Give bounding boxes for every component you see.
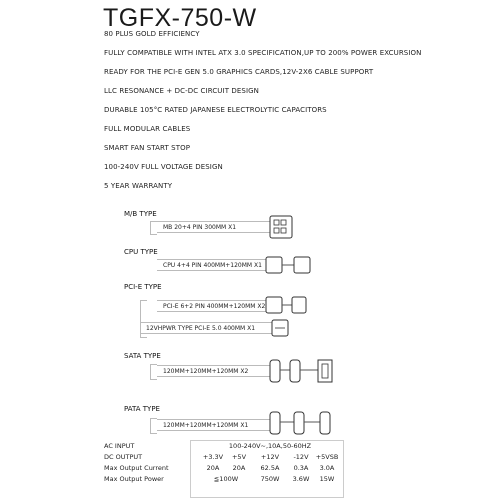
mb-cable-spec: MB 20+4 PIN 300MM X1 — [157, 221, 270, 233]
feature-item: SMART FAN START STOP — [104, 144, 191, 152]
feature-item: FULLY COMPATIBLE WITH INTEL ATX 3.0 SPECIFICATION,UP TO 200% POWER EXCURSION — [104, 49, 422, 57]
pata-type-label: PATA TYPE — [124, 405, 160, 413]
12vhpwr-connector-icon — [270, 318, 292, 338]
ac-input-label: AC INPUT — [104, 441, 135, 450]
feature-list — [104, 31, 421, 202]
cpu-connector-icon — [264, 255, 314, 275]
pata-cable-spec: 120MM+120MM+120MM X1 — [157, 419, 270, 431]
power-value: 15W — [319, 474, 335, 483]
current-value: 0.3A — [293, 463, 309, 472]
spec-table — [104, 440, 340, 484]
pcie-connector-icon — [264, 295, 310, 315]
power-value: 3.6W — [292, 474, 310, 483]
feature-item: 100-240V FULL VOLTAGE DESIGN — [104, 163, 223, 171]
power-value: ≦100W — [213, 474, 239, 483]
dc-output-label: DC OUTPUT — [104, 452, 143, 461]
sata-connector-icon — [268, 358, 338, 386]
sata-cable-bracket — [150, 364, 157, 380]
mb-connector-icon — [268, 214, 294, 240]
spec-row-dc-output — [104, 451, 340, 462]
feature-item: DURABLE 105°C RATED JAPANESE ELECTROLYTIC CAPACITORS — [104, 106, 327, 114]
current-value: 62.5A — [260, 463, 280, 472]
spec-row-power — [104, 473, 340, 484]
sata-type-label: SATA TYPE — [124, 352, 161, 360]
pcie-cable-spec: PCI-E 6+2 PIN 400MM+120MM X2 — [157, 300, 267, 312]
cpu-cable-spec: CPU 4+4 PIN 400MM+120MM X1 — [157, 259, 267, 271]
mb-type-label: M/B TYPE — [124, 210, 157, 218]
spec-row-current — [104, 462, 340, 473]
rail-value: +3.3V — [202, 452, 224, 461]
current-value: 3.0A — [319, 463, 335, 472]
current-value: 20A — [206, 463, 220, 472]
current-label: Max Output Current — [104, 463, 169, 472]
feature-item: LLC RESONANCE + DC-DC CIRCUIT DESIGN — [104, 87, 259, 95]
feature-item: FULL MODULAR CABLES — [104, 125, 191, 133]
rail-value: -12V — [293, 452, 309, 461]
power-value: 750W — [260, 474, 280, 483]
rail-value: +5VSB — [315, 452, 339, 461]
pcie-type-label: PCI-E TYPE — [124, 283, 162, 291]
pata-connector-icon — [268, 410, 344, 438]
ac-input-value: 100-240V~,10A,50-60HZ — [228, 441, 312, 450]
sata-cable-spec: 120MM+120MM+120MM X2 — [157, 365, 270, 377]
cpu-type-label: CPU TYPE — [124, 248, 158, 256]
power-label: Max Output Power — [104, 474, 164, 483]
pcie5-cable-spec: 12VHPWR TYPE PCI-E 5.0 400MM X1 — [140, 322, 272, 334]
feature-item: 5 YEAR WARRANTY — [104, 182, 173, 190]
current-value: 20A — [232, 463, 246, 472]
product-title: TGFX-750-W — [103, 4, 257, 32]
rail-value: +5V — [231, 452, 247, 461]
rail-value: +12V — [260, 452, 280, 461]
feature-item: READY FOR THE PCI-E GEN 5.0 GRAPHICS CARDS,12V-2X6 CABLE SUPPORT — [104, 68, 374, 76]
feature-item: 80 PLUS GOLD EFFICIENCY — [104, 30, 200, 38]
pata-cable-bracket — [150, 418, 157, 434]
spec-row-ac-input — [104, 440, 340, 451]
mb-cable-bracket — [150, 221, 157, 235]
